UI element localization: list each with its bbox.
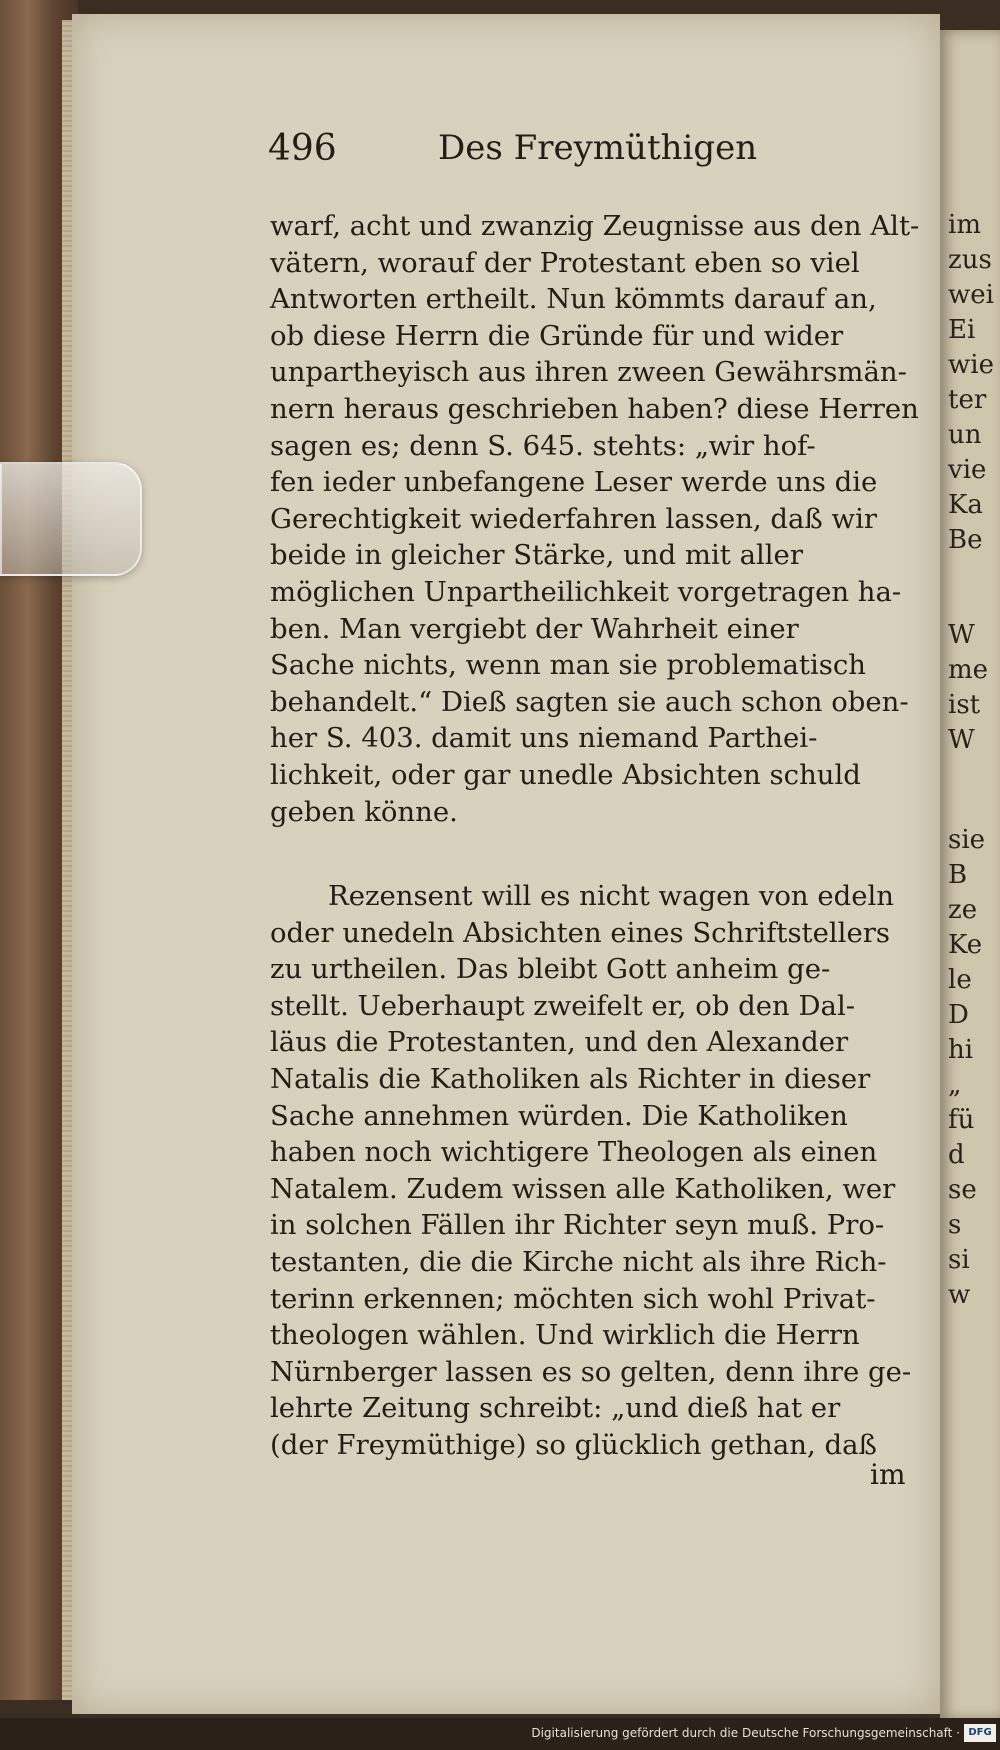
text-line: Natalem. Zudem wissen alle Katholiken, wer — [270, 1172, 896, 1205]
next-page-fragment: W — [948, 725, 975, 755]
next-page-fragment: W — [948, 620, 975, 650]
next-page-fragment: wie — [948, 350, 994, 380]
next-page-fragment: Be — [948, 525, 983, 555]
text-line: terinn erkennen; möchten sich wohl Privat- — [270, 1282, 876, 1315]
text-line: sagen es; denn S. 645. stehts: „wir hof- — [270, 429, 816, 462]
next-page-fragment: Ka — [948, 490, 983, 520]
next-page-fragment: B — [948, 860, 968, 890]
next-page-fragment: zus — [948, 245, 992, 275]
next-page-fragment: si — [948, 1245, 970, 1275]
text-line: her S. 403. damit uns niemand Parthei- — [270, 722, 818, 755]
next-page-fragment: me — [948, 655, 989, 685]
paragraph-1 — [270, 208, 920, 830]
text-line: fen ieder unbefangene Leser werde uns die — [270, 466, 878, 499]
text-line: Rezensent will es nicht wagen von edeln — [328, 880, 895, 912]
text-line: (der Freymüthige) so glücklich gethan, daß — [270, 1428, 877, 1461]
text-line: oder unedeln Absichten eines Schriftstellers — [270, 916, 890, 949]
next-page-fragment: sie — [948, 825, 986, 855]
next-page-fragment: Ei — [948, 315, 976, 345]
text-line: behandelt.“ Dieß sagten sie auch schon oben- — [270, 685, 909, 718]
next-page-fragment: wei — [948, 280, 994, 310]
next-page-fragment: fü — [948, 1105, 975, 1135]
next-page-edge — [940, 30, 1000, 1720]
text-line: vätern, worauf der Protestant eben so viel — [270, 246, 860, 279]
next-page-fragment: hi — [948, 1035, 974, 1065]
catchword: im — [870, 1458, 906, 1491]
text-line: beide in gleicher Stärke, und mit aller — [270, 539, 803, 572]
text-line: theologen wählen. Und wirklich die Herrn — [270, 1319, 860, 1352]
next-page-fragment: w — [948, 1280, 971, 1310]
page-number: 496 — [268, 128, 337, 169]
text-line: haben noch wichtigere Theologen als einen — [270, 1136, 878, 1169]
text-line: nern heraus geschrieben haben? diese Herren — [270, 392, 919, 425]
text-line: ben. Man vergiebt der Wahrheit einer — [270, 612, 799, 645]
text-line: möglichen Unpartheilichkeit vorgetragen ha- — [270, 575, 902, 608]
next-page-fragment: Ke — [948, 930, 983, 960]
text-line: zu urtheilen. Das bleibt Gott anheim ge- — [270, 953, 831, 986]
footer-bar — [0, 1718, 1000, 1750]
funding-credit: Digitalisierung gefördert durch die Deutsche Forschungsgemeinschaft · — [531, 1726, 960, 1740]
next-page-fragment: le — [948, 965, 972, 995]
text-line: Gerechtigkeit wiederfahren lassen, daß wir — [270, 502, 878, 535]
next-page-fragment: s — [948, 1210, 962, 1240]
next-page-fragment: ist — [948, 690, 981, 720]
text-line: Sache annehmen würden. Die Katholiken — [270, 1099, 848, 1132]
text-line: testanten, die die Kirche nicht als ihre Rich- — [270, 1245, 887, 1278]
next-page-fragment: un — [948, 420, 982, 450]
next-page-fragment: d — [948, 1140, 965, 1170]
page-clip — [0, 462, 142, 576]
text-line: Nürnberger lassen es so gelten, denn ihre ge- — [270, 1355, 912, 1388]
text-line: läus die Protestanten, und den Alexander — [270, 1026, 849, 1059]
text-line: lehrte Zeitung schreibt: „und dieß hat er — [270, 1392, 841, 1425]
paragraph-2 — [270, 878, 910, 1464]
next-page-fragment: ter — [948, 385, 987, 415]
text-line: warf, acht und zwanzig Zeugnisse aus den Alt- — [270, 210, 920, 242]
text-line: unpartheyisch aus ihren zween Gewährsmän- — [270, 356, 907, 389]
text-line: in solchen Fällen ihr Richter seyn muß. Pro- — [270, 1209, 885, 1242]
running-head: Des Freymüthigen — [438, 128, 758, 168]
next-page-fragment: „ — [948, 1070, 962, 1100]
dfg-logo: DFG — [964, 1724, 996, 1742]
text-line: Sache nichts, wenn man sie problematisch — [270, 649, 866, 682]
text-line: ob diese Herrn die Gründe für und wider — [270, 319, 844, 352]
text-line: Antworten ertheilt. Nun kömmts darauf an, — [270, 283, 877, 316]
text-line: stellt. Ueberhaupt zweifelt er, ob den Dal- — [270, 989, 856, 1022]
next-page-fragment: im — [948, 210, 981, 240]
next-page-fragment: se — [948, 1175, 977, 1205]
text-line: Natalis die Katholiken als Richter in dieser — [270, 1062, 871, 1095]
next-page-fragment: vie — [948, 455, 987, 485]
next-page-fragment: ze — [948, 895, 978, 925]
next-page-fragment: D — [948, 1000, 969, 1030]
text-line: lichkeit, oder gar unedle Absichten schuld — [270, 758, 861, 791]
text-line: geben könne. — [270, 795, 458, 828]
